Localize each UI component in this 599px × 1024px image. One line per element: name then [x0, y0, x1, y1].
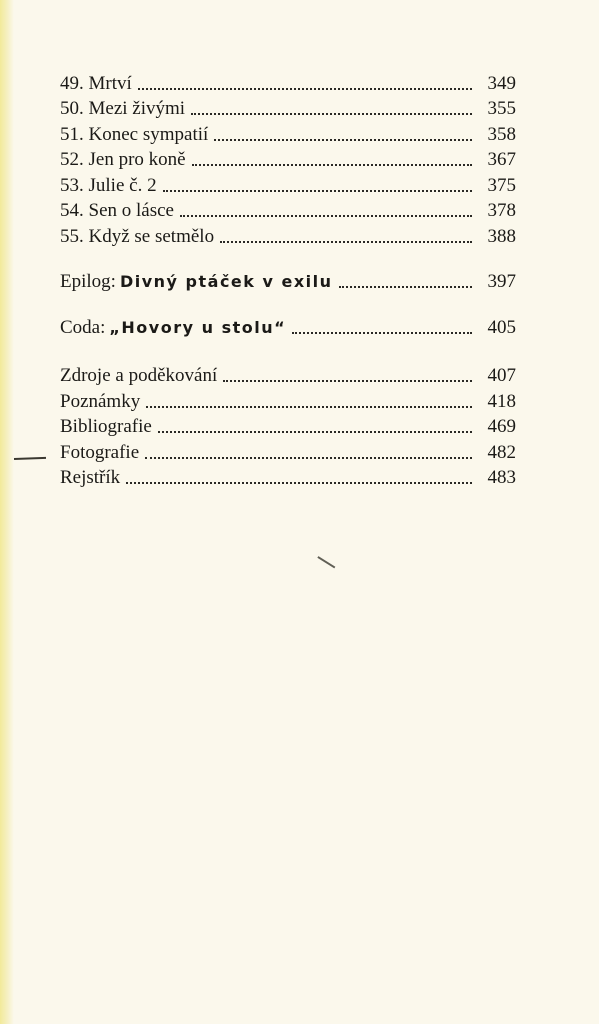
entry-page: 469 — [487, 416, 516, 437]
entry-title: Bibliografie — [60, 416, 152, 437]
entry-page: 367 — [487, 149, 516, 170]
page-edge — [0, 0, 14, 1024]
dot-leader — [339, 285, 472, 288]
toc-entry-coda — [60, 314, 516, 340]
entry-title: Fotografie — [60, 441, 140, 463]
entry-page: 405 — [487, 316, 516, 338]
chapter-list — [60, 70, 516, 249]
entry-title — [60, 315, 286, 340]
dot-leader — [126, 481, 472, 484]
table-of-contents — [60, 70, 516, 490]
entry-title: 54. Sen o lásce — [60, 200, 174, 221]
entry-title: 52. Jen pro koně — [60, 149, 186, 170]
toc-entry — [60, 96, 516, 122]
entry-title: 50. Mezi živými — [60, 98, 186, 119]
entry-title — [60, 269, 333, 294]
toc-entry — [60, 465, 516, 491]
dot-leader — [158, 430, 472, 433]
coda-label: Coda: — [60, 316, 106, 338]
entry-page: 397 — [487, 271, 516, 292]
entry-title: Zdroje a poděkování — [60, 365, 218, 386]
toc-entry — [60, 363, 516, 389]
toc-entry-epilog — [60, 269, 516, 295]
toc-entry — [60, 198, 516, 224]
stray-pencil-mark — [318, 556, 336, 568]
entry-title: Rejstřík — [60, 467, 121, 488]
entry-page: 418 — [487, 390, 516, 412]
dot-leader — [138, 87, 472, 90]
dot-leader — [191, 112, 472, 115]
epilog-title: Divný ptáček v exilu — [119, 272, 333, 291]
entry-title: 55. Když se setmělo — [60, 225, 215, 247]
dot-leader — [146, 405, 472, 408]
coda-title: „Hovory u stolu“ — [109, 317, 287, 337]
dot-leader — [220, 240, 472, 243]
toc-entry — [60, 439, 516, 465]
entry-title: 51. Konec sympatií — [60, 123, 209, 145]
epilog-section — [60, 269, 516, 295]
entry-page: 349 — [487, 72, 516, 94]
toc-entry — [60, 121, 516, 147]
entry-page: 407 — [487, 365, 516, 386]
entry-page: 388 — [487, 225, 516, 247]
entry-title: Poznámky — [60, 390, 141, 412]
dot-leader — [163, 189, 472, 192]
toc-entry — [60, 414, 516, 440]
coda-section — [60, 314, 516, 340]
toc-entry — [60, 147, 516, 173]
dot-leader — [145, 456, 472, 459]
toc-entry — [60, 223, 516, 249]
stray-pencil-mark — [14, 457, 46, 460]
dot-leader — [192, 163, 472, 166]
epilog-label: Epilog: — [60, 271, 116, 292]
entry-page: 378 — [487, 200, 516, 221]
toc-entry — [60, 70, 516, 96]
entry-page: 483 — [487, 467, 516, 488]
appendix-list — [60, 363, 516, 491]
dot-leader — [292, 331, 472, 334]
entry-page: 358 — [487, 123, 516, 145]
entry-title: 49. Mrtví — [60, 72, 132, 94]
entry-page: 355 — [487, 98, 516, 119]
dot-leader — [214, 138, 472, 141]
toc-entry — [60, 172, 516, 198]
entry-title: 53. Julie č. 2 — [60, 174, 157, 196]
toc-entry — [60, 388, 516, 414]
dot-leader — [180, 214, 472, 217]
entry-page: 375 — [487, 174, 516, 196]
dot-leader — [223, 379, 472, 382]
entry-page: 482 — [487, 441, 516, 463]
